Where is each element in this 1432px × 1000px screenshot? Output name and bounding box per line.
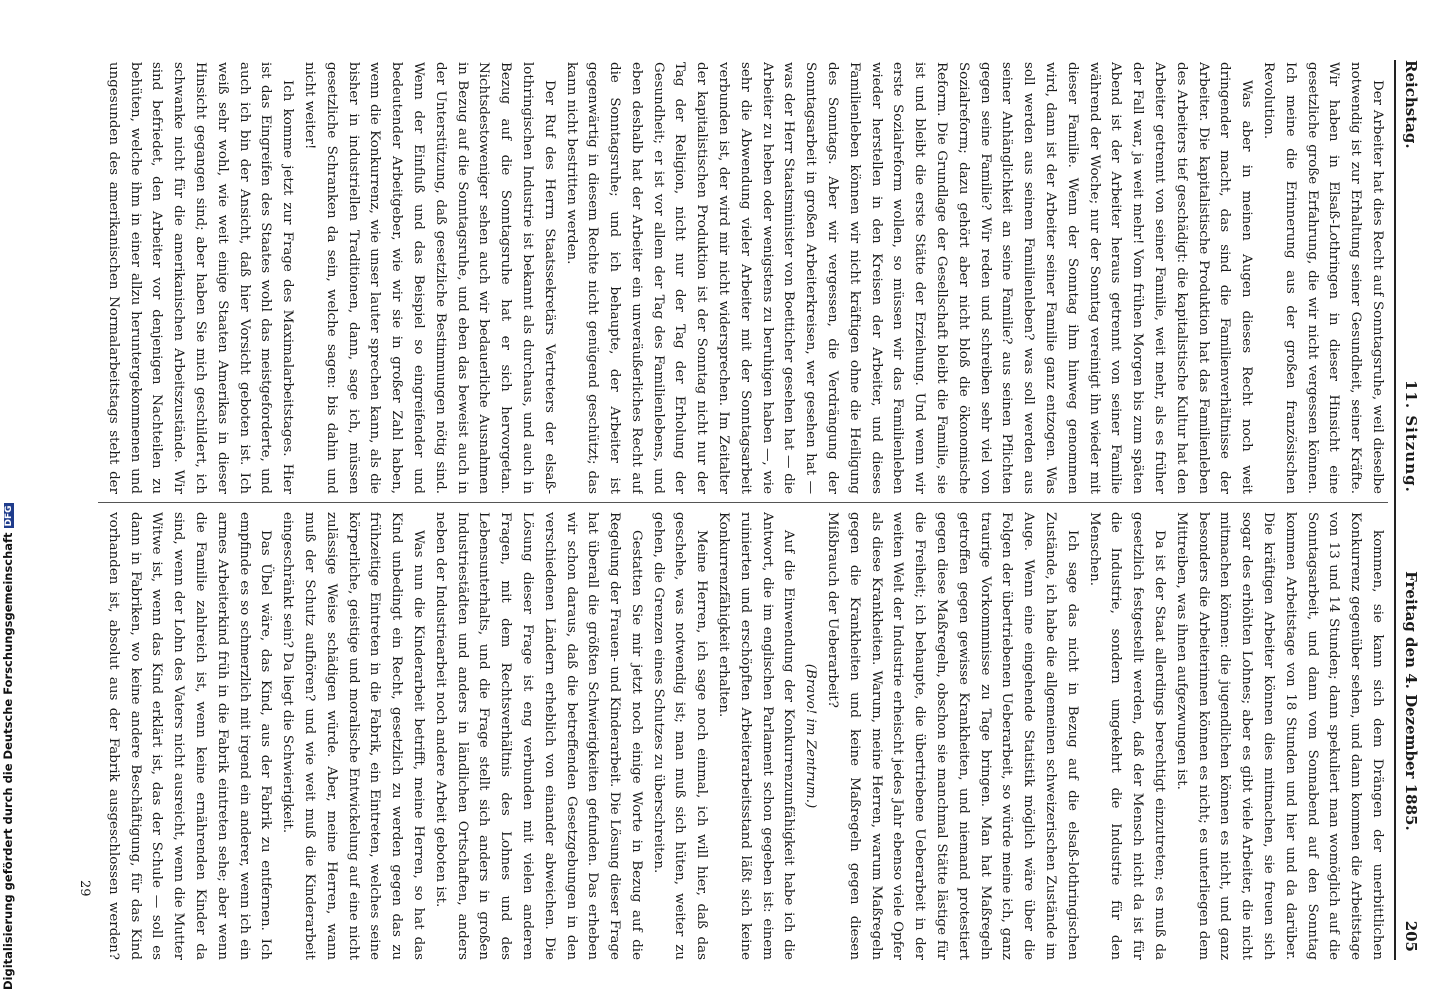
signature-mark: 29 [77, 880, 92, 897]
applause-note: (Bravo! im Zentrum.) [803, 663, 819, 809]
paragraph: Gestatten Sie mir jetzt noch einige Worte in Bezug auf die Regelung der Frauen- und Kinderarbeit. Die Lösung dieser Frage hat überall die größten Schwierigkeiten gefunden. Das erheben wir schon daraus, daß die betreffenden Gesetzgebungen in den verschiedenen Ländern erheblich von einander abweichen. Die Lösung dieser Frage ist eng verbunden mit vielen anderen Fragen, mit dem Rechtsverhältnis des Lohnes und des Lebensunterhalts, und die Frage stellt sich anders in großen Industriestädten und anders in ländlichen Ortschaften, anders neben der Industriearbeit noch andere Arbeit geboten ist. [432, 512, 644, 960]
column-divider [98, 502, 1388, 503]
dfg-credit-text: Digitalisierung gefördert durch die Deutsche Forschungsgemeinschaft [1, 532, 15, 990]
header-date: Freitag den 4. Dezember 1885. [1402, 571, 1420, 831]
page-number: 205 [1402, 920, 1420, 952]
paragraph: Der Ruf des Herrn Staatssekretärs Vertreters der elsaß-lothringischen Industrie ist bekannt als durchaus, und auch in Bezug auf die Sonntagsruhe hat er sich hervorgetan. Nichtsdestoweniger sehen auch wir bedauerliche Ausnahmen in Bezug auf die Sonntagsruhe, und eben das beweist auch in der Unterstützung, daß gesetzliche Bestimmungen nötig sind. Wenn der Einfluß und das Beispiel so eingreifender und bedeutender Arbeitgeber, wie wir sie in großer Zahl haben, wenn die Konkurrenz, wie unser lauter sprechen kann, als die bisher in industriellen Traditionen, dann, sage ich, müssen gesetzliche Schranken da sein, welche sagen: bis dahin und nicht weiter! [301, 62, 557, 494]
paragraph: Meine Herren, ich sage noch einmal, ich will hier, daß das geschehe, was notwendig ist; man muß sich hüten, weiter zu gehen, die Grenzen eines Schutzes zu überschreiten. [650, 512, 710, 960]
paragraph: Ich komme jetzt zur Frage des Maximalarbeitstages. Hier ist das Eingreifen des Staates wohl das meistgeforderte, und auch ich bin der Ansicht, daß hier Vorsicht geboten ist. Ich weiß sehr wohl, wie weit einige Staaten Amerikas in dieser Hinsicht gegangen sind; aber haben Sie mich geschildert, ich schwanke nicht für die amerikanischen Arbeitszustände. Wir sind befriedet, den Arbeiter vor denjenigen Nachteilen zu behüten, welche ihm in einer allzu heruntergekommenen und ungesunden des amerikanischen Normalarbeitstags steht der [105, 62, 296, 494]
header-date-page [1402, 571, 1420, 952]
paragraph: Auf die Einwendung der Konkurrenzunfähigkeit habe ich die Antwort, die im englischen Parlament schon gegeben ist: einem ruinierten und erschöpften Arbeiterarbeitsstand läßt sich keine Konkurrenzfähigkeit erhalten. [716, 512, 797, 960]
paragraph: Ich sage das nicht in Bezug auf die elsaß-lothringischen Zustände, ich habe die allgemeinen schweizerischen Zustände im Auge. Wenn eine eingehende Statistik möglich wäre über die Folgen der übertriebenen Ueberarbeit, so würde meine ich, ganz traurige Vorkommnisse zu Tage bringen. Man hat Maßregeln getroffen gegen gewisse Krankheiten, und niemand protestiert gegen diese Maßregeln, obschon sie manchmal Stätte lästige für die Freiheit; ich behaupte, die übertriebene Ueberarbeit in der weiten Welt der Industrie erheischt jedes Jahr ebenso viele Opfer als diese Krankheiten. Warum, meine Herren, warum Maßregeln gegen die Krankheiten und keine Maßregeln gegen diesen Mißbrauch der Ueberarbeit? [825, 512, 1080, 960]
header-rule [1394, 60, 1396, 960]
left-column [98, 62, 1388, 494]
header-session: 11. Sitzung. [1402, 380, 1420, 493]
dfg-credit [1, 503, 15, 990]
rotated-page [32, 0, 1432, 1000]
page-header [1394, 60, 1420, 972]
header-left: Reichstag. [1402, 60, 1420, 149]
paragraph: Da ist der Staat allerdings berechtigt einzutreten; es muß da gesetzlich festgestellt werden, daß der Mensch nicht da ist für die Industrie, sondern umgekehrt die Industrie für den Menschen. [1086, 512, 1168, 960]
side-strip [0, 0, 22, 1000]
paragraph: Was nun die Kinderarbeit betrifft, meine Herren, so hat das Kind unbedingt ein Recht, gesetzlich zu werden gegen das zu frühzeitige Eintreten in die Fabrik, ein Eintreten, welches seine körperliche, geistige und moralische Entwickelung auf eine nicht zulässige Weise schädigen würde. Aber, meine Herren, wann muß der Schutz aufhören? und wie weit muß die Kinderarbeit eingeschränkt sein? Da liegt die Schwierigkeit. [280, 512, 426, 960]
paragraph: Der Arbeiter hat dies Recht auf Sonntagsruhe, weil dieselbe notwendig ist zur Erhaltung seiner Gesundheit, seiner Kräfte. Wir haben in Elsaß-Lothringen in dieser Hinsicht eine gesetzliche große Erfahrung, die wir nicht vergessen können. Ich meine die Erinnerung aus der großen französischen Revolution. [1261, 62, 1385, 494]
right-column [98, 512, 1388, 960]
paragraph: Was aber in meinen Augen dieses Recht noch weit dringender macht, das sind die Familienverhältnisse der Arbeiter. Die kapitalistische Produktion hat das Familienleben des Arbeiters tief geschädigt: die kapitalistische Kultur hat den Arbeiter getrennt von seiner Familie, weit mehr, als es früher der Fall war, ja weit mehr! Vom frühen Morgen bis zum späten Abend ist der Arbeiter heraus getrennt von seiner Familie während der Woche; nur der Sonntag vereinigt ihn wieder mit dieser Familie. Wenn der Sonntag ihm hinweg genommen wird, dann ist der Arbeiter seiner Familie ganz entzogen. Was soll werden aus seinem Familienleben? was soll werden aus seiner Anhänglichkeit an seine Familie? aus seinen Pflichten gegen seine Familie? Wir reden und schreiben sehr viel von Sozialreform; dazu gehört aber nicht bloß die ökonomische Reform. Die Grundlage der Gesellschaft bleibt die Familie, sie ist und bleibt die erste Stätte der Erziehung. Und wenn wir erste Sozialreform wollen, so müssen wir das Familienleben wieder herstellen in den Kreisen der Arbeiter, und dieses Familienleben können wir nicht kräftigen ohne die Heiligung des Sonntags. Aber wir vergessen, die Verdrängung der Sonntagsarbeit in großen Arbeiterkreisen, wer gesehen hat — was der Herr Staatsminister von Boetticher gesehen hat — die Arbeiter zu heben oder wenigstens zu beruhigen haben —, wie sehr die Abwendung vieler Arbeiter mit der Sonntagsarbeit verbunden ist, der wird mir nicht widersprechen. Im Zeitalter der kapitalistischen Produktion ist der Sonntag nicht nur der Tag der Religion, nicht nur der Tag der Erholung der Gesundheit; er ist vor allem der Tag des Familienlebens, und eben deshalb hat der Arbeiter ein unveräußerliches Recht auf die Sonntagsruhe; und ich behaupte, der Arbeiter ist gegenwärtig in diesem Rechte nicht genügend geschützt; das kann nicht bestritten werden. [563, 62, 1255, 494]
paragraph: kommen, sie kann sich dem Drängen der unerbittlichen Konkurrenz gegenüber sehen, und dann kommen die Arbeitstage von 13 und 14 Stunden; dann spekuliert man womöglich auf die Sonntagsarbeit, und dann vom Sonnabend auf den Sonntag kommen Arbeitstage von 18 Stunden und hier und da darüber. Die kräftigen Arbeiter können dies mitmachen, sie freuen sich sogar des erhöhten Lohnes; aber es gibt viele Arbeiter, die nicht mitmachen können: die jugendlichen können es nicht, und ganz besonders die Arbeiterinnen können es nicht; es unterliegen dem Mittreiben, was ihnen aufgezwungen ist. [1173, 512, 1385, 960]
dfg-logo: DFG [3, 505, 14, 527]
paragraph: Das Übel wäre, das Kind, aus der Fabrik zu entfernen. Ich empfinde es so schmerzlich mit irgend ein anderer, wenn ich ein armes Arbeiterkind früh in die Fabrik eintreten sehe; aber wenn die Familie zahlreich ist, wenn keine ernährenden Kinder da sind, wenn der Lohn des Vaters nicht ausreicht, wenn die Mutter Witwe ist, wenn das Kind erklärt ist, das der Schule — soll es dann in Fabriken, wo keine andere Beschäftigung, für das Kind vorhanden ist, absolut aus der Fabrik ausgeschlossen werden? [105, 512, 274, 960]
